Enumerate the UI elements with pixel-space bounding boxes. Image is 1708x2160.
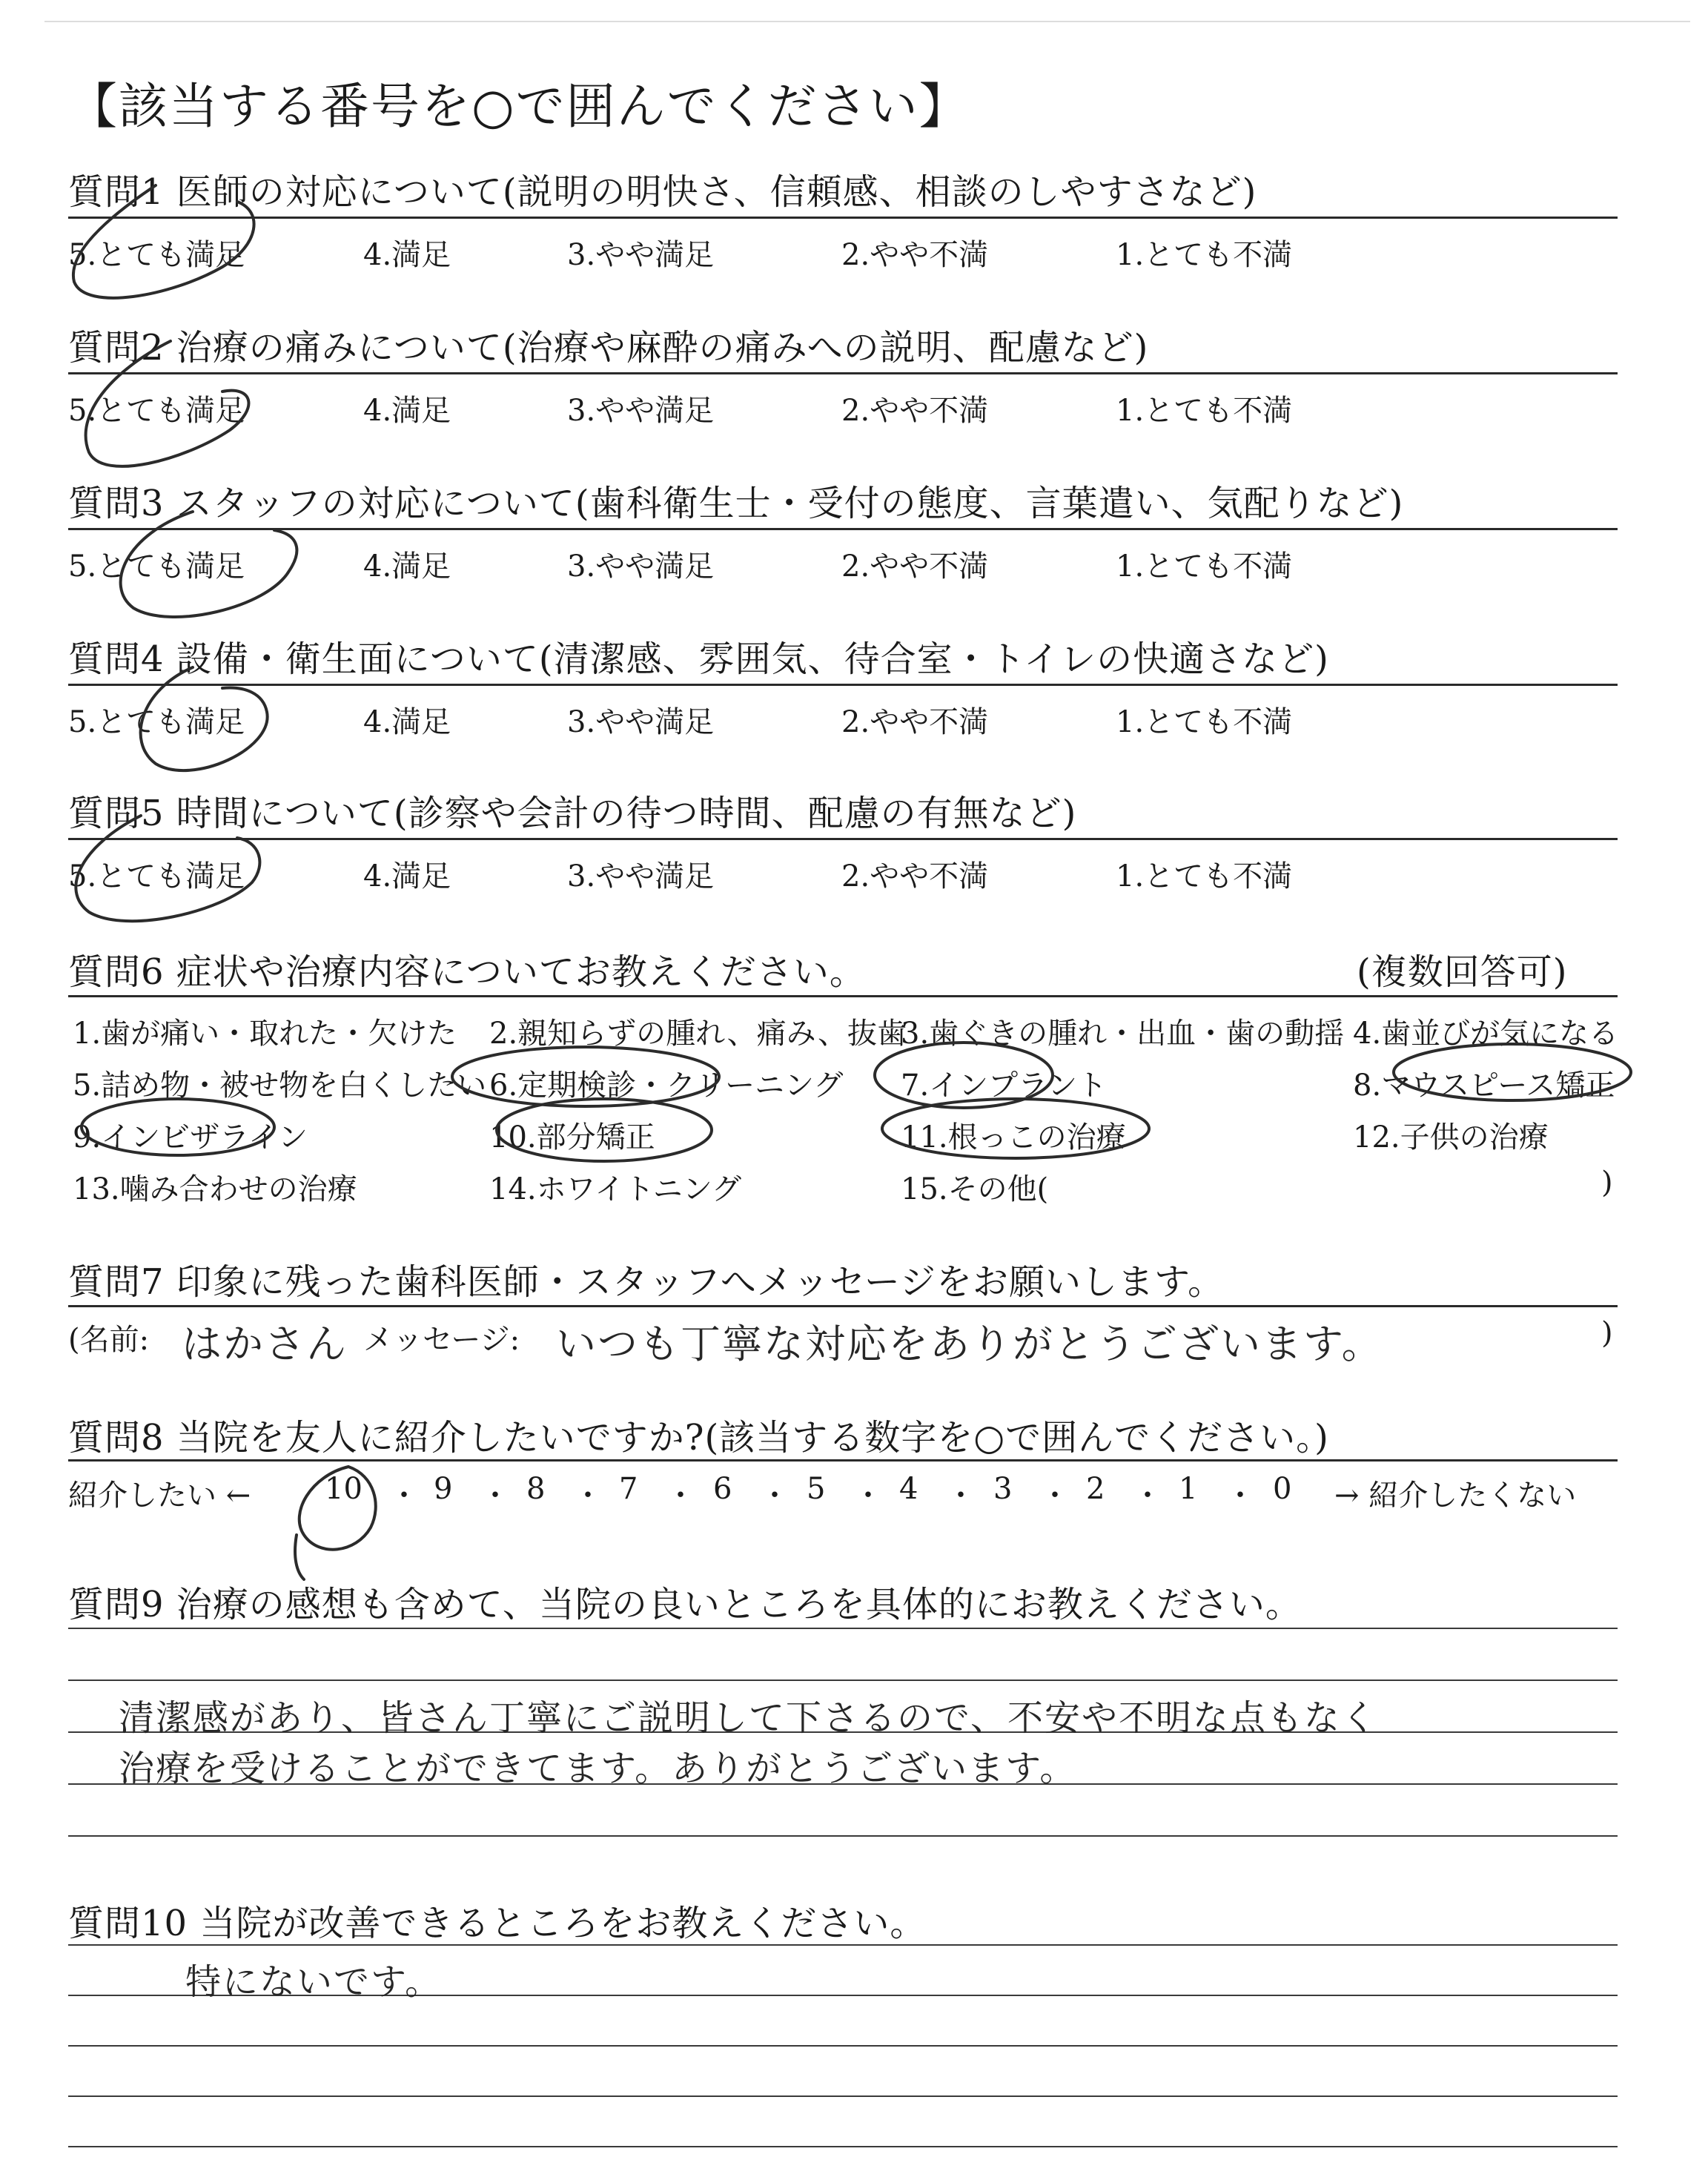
q7-title: 質問7 印象に残った歯科医師・スタッフへメッセージをお願いします。	[68, 1261, 1225, 1303]
q1-rule	[68, 217, 1618, 219]
q8-score-10[interactable]: 10	[325, 1472, 363, 1506]
q6-option-2[interactable]: 2.親知らずの腫れ、痛み、抜歯	[489, 1017, 907, 1051]
q8-sep: ・	[389, 1479, 419, 1513]
q8-title: 質問8 当院を友人に紹介したいですか?(該当する数字を○で囲んでください。)	[68, 1417, 1329, 1459]
q5-title: 質問5 時間について(診察や会計の待つ時間、配慮の有無など)	[68, 793, 1077, 834]
q7-rule	[68, 1305, 1618, 1307]
q2-option-3[interactable]: 3.やや満足	[567, 394, 715, 428]
q6-option-10[interactable]: 10.部分矯正	[489, 1120, 655, 1155]
q8-sep: ・	[853, 1479, 883, 1513]
q4-rule	[68, 684, 1618, 686]
scan-top-edge	[44, 21, 1690, 22]
q6-option-13[interactable]: 13.噛み合わせの治療	[73, 1172, 357, 1206]
q8-score-7[interactable]: 7	[619, 1472, 638, 1506]
q3-option-2[interactable]: 2.やや不満	[841, 549, 989, 584]
q10-line	[68, 2146, 1618, 2147]
q1-title: 質問1 医師の対応について(説明の明快さ、信頼感、相談のしやすさなど)	[68, 171, 1257, 213]
q3-option-5[interactable]: 5.とても満足	[68, 549, 245, 584]
q3-rule	[68, 528, 1618, 530]
q1-option-5[interactable]: 5.とても満足	[68, 238, 245, 272]
q9-title: 質問9 治療の感想も含めて、当院の良いところを具体的にお教えください。	[68, 1584, 1302, 1625]
q9-answer-line2[interactable]: 治療を受けることができてます。ありがとうございます。	[119, 1748, 1077, 1789]
q8-score-8[interactable]: 8	[526, 1472, 546, 1506]
q8-sep: ・	[1133, 1479, 1162, 1513]
q5-option-4[interactable]: 4.満足	[363, 859, 451, 894]
q2-option-1[interactable]: 1.とても不満	[1116, 394, 1293, 428]
q3-option-4[interactable]: 4.満足	[363, 549, 451, 584]
q6-option-6[interactable]: 6.定期検診・クリーニング	[489, 1069, 844, 1103]
q6-option-4[interactable]: 4.歯並びが気になる	[1353, 1017, 1619, 1051]
q2-option-2[interactable]: 2.やや不満	[841, 394, 989, 428]
q8-sep: ・	[1040, 1479, 1070, 1513]
q10-title: 質問10 当院が改善できるところをお教えください。	[68, 1903, 927, 1944]
q6-rule	[68, 995, 1618, 997]
q8-right-label: → 紹介したくない	[1334, 1479, 1577, 1513]
q8-score-1[interactable]: 1	[1179, 1472, 1198, 1506]
q6-option-7[interactable]: 7.インプラント	[901, 1069, 1108, 1103]
q4-option-3[interactable]: 3.やや満足	[567, 705, 715, 739]
q6-note: (複数回答可)	[1357, 951, 1568, 993]
q2-rule	[68, 372, 1618, 374]
q8-score-9[interactable]: 9	[434, 1472, 453, 1506]
q6-option-5[interactable]: 5.詰め物・被せ物を白くしたい	[73, 1069, 487, 1103]
q7-name-value[interactable]: はかさん	[182, 1321, 348, 1367]
q2-title: 質問2 治療の痛みについて(治療や麻酔の痛みへの説明、配慮など)	[68, 327, 1149, 369]
q8-sep: ・	[1225, 1479, 1255, 1513]
q8-score-5[interactable]: 5	[807, 1472, 826, 1506]
q8-score-6[interactable]: 6	[713, 1472, 732, 1506]
q6-option-12[interactable]: 12.子供の治療	[1353, 1120, 1549, 1155]
q6-option-9[interactable]: 9.インビザライン	[73, 1120, 308, 1155]
q6-option-14[interactable]: 14.ホワイトニング	[489, 1172, 742, 1206]
q4-option-5[interactable]: 5.とても満足	[68, 705, 245, 739]
q8-left-label: 紹介したい ←	[68, 1479, 251, 1513]
q8-sep: ・	[480, 1479, 510, 1513]
q8-score-4[interactable]: 4	[899, 1472, 918, 1506]
q8-sep: ・	[573, 1479, 603, 1513]
q9-line	[68, 1628, 1618, 1629]
q6-other-close: )	[1601, 1166, 1613, 1200]
q5-option-2[interactable]: 2.やや不満	[841, 859, 989, 894]
q10-line	[68, 2095, 1618, 2097]
q9-line	[68, 1680, 1618, 1681]
q5-option-1[interactable]: 1.とても不満	[1116, 859, 1293, 894]
q7-message-label: メッセージ:	[363, 1323, 520, 1357]
q9-line	[68, 1835, 1618, 1837]
q8-score-2[interactable]: 2	[1086, 1472, 1105, 1506]
q6-title: 質問6 症状や治療内容についてお教えください。	[68, 951, 866, 993]
q6-option-1[interactable]: 1.歯が痛い・取れた・欠けた	[73, 1017, 457, 1051]
q2-option-5[interactable]: 5.とても満足	[68, 394, 245, 428]
q3-title: 質問3 スタッフの対応について(歯科衛生士・受付の態度、言葉遣い、気配りなど)	[68, 483, 1404, 524]
q1-option-3[interactable]: 3.やや満足	[567, 238, 715, 272]
q7-close: )	[1601, 1316, 1613, 1350]
q1-option-4[interactable]: 4.満足	[363, 238, 451, 272]
q1-option-2[interactable]: 2.やや不満	[841, 238, 989, 272]
q8-score-3[interactable]: 3	[993, 1472, 1013, 1506]
q7-name-label: (名前:	[68, 1323, 150, 1357]
q3-option-1[interactable]: 1.とても不満	[1116, 549, 1293, 584]
q8-score-0[interactable]: 0	[1273, 1472, 1292, 1506]
q6-option-15[interactable]: 15.その他(	[901, 1172, 1049, 1206]
q5-option-5[interactable]: 5.とても満足	[68, 859, 245, 894]
q7-message-value[interactable]: いつも丁寧な対応をありがとうございます。	[556, 1321, 1383, 1367]
q4-option-2[interactable]: 2.やや不満	[841, 705, 989, 739]
q10-answer[interactable]: 特にないです。	[185, 1961, 443, 2003]
q9-answer-line1[interactable]: 清潔感があり、皆さん丁寧にご説明して下さるので、不安や不明な点もなく	[119, 1697, 1379, 1739]
q3-option-3[interactable]: 3.やや満足	[567, 549, 715, 584]
q5-rule	[68, 838, 1618, 840]
q8-sep: ・	[946, 1479, 976, 1513]
q6-option-11[interactable]: 11.根っこの治療	[901, 1120, 1126, 1155]
q10-line	[68, 1944, 1618, 1946]
q1-option-1[interactable]: 1.とても不満	[1116, 238, 1293, 272]
q8-sep: ・	[666, 1479, 695, 1513]
q4-option-4[interactable]: 4.満足	[363, 705, 451, 739]
q8-sep: ・	[760, 1479, 790, 1513]
q6-option-8[interactable]: 8.マウスピース矯正	[1353, 1069, 1615, 1103]
q2-option-4[interactable]: 4.満足	[363, 394, 451, 428]
q10-line	[68, 2045, 1618, 2047]
form-heading: 【該当する番号を○で囲んでください】	[68, 78, 970, 135]
q6-option-3[interactable]: 3.歯ぐきの腫れ・出血・歯の動揺	[901, 1017, 1345, 1051]
q4-title: 質問4 設備・衛生面について(清潔感、雰囲気、待合室・トイレの快適さなど)	[68, 638, 1329, 680]
q5-option-3[interactable]: 3.やや満足	[567, 859, 715, 894]
q8-rule	[68, 1459, 1618, 1462]
q4-option-1[interactable]: 1.とても不満	[1116, 705, 1293, 739]
